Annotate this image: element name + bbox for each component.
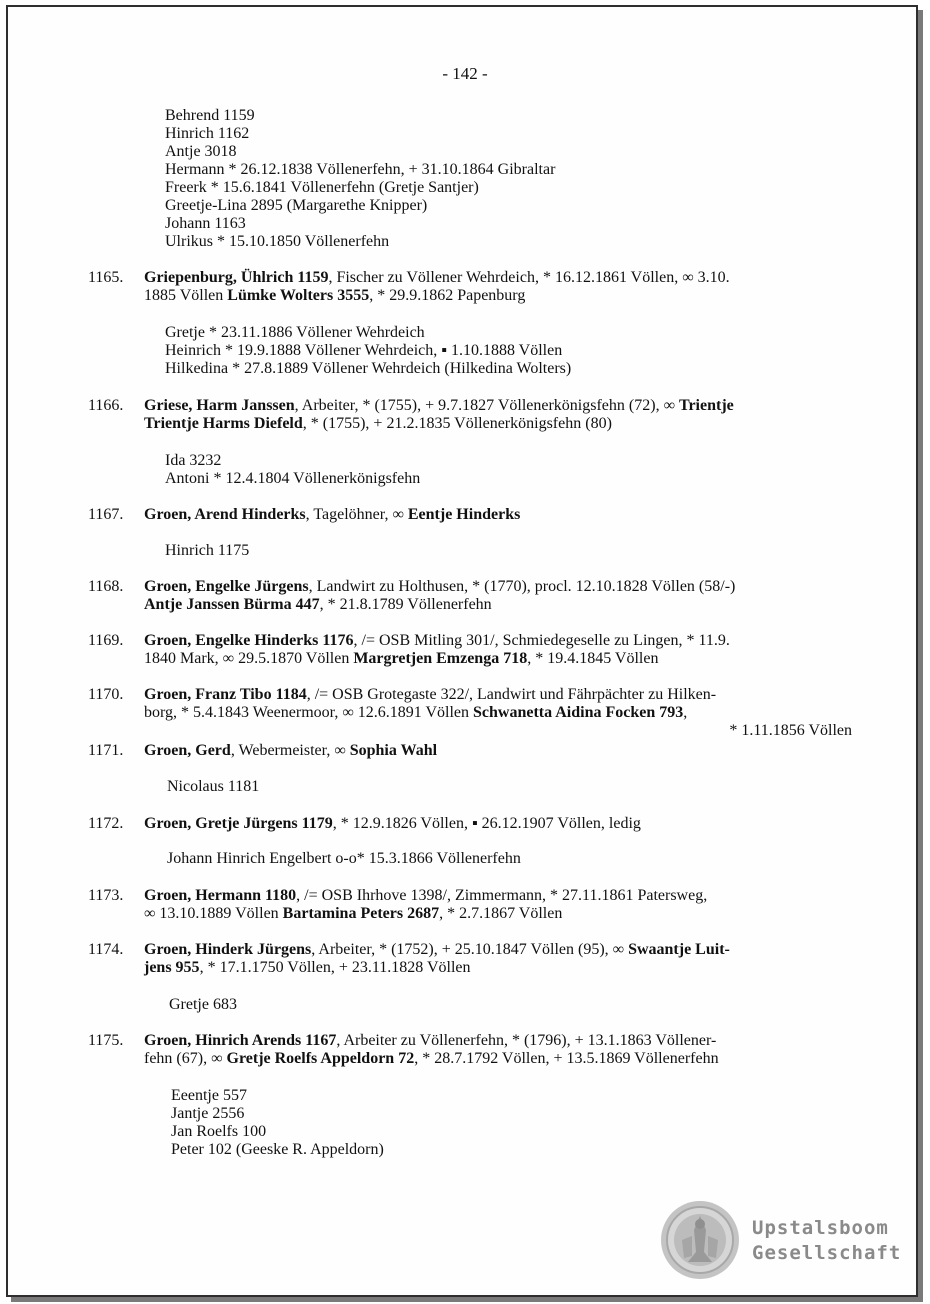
- children-list-1172: [167, 850, 521, 868]
- list-item: Peter 102 (Geeske R. Appeldorn): [171, 1141, 384, 1158]
- entry-detail: , Arbeiter zu Völlenerfehn, * (1796), + 13.1.1863 Völlener-: [336, 1032, 717, 1049]
- person-name: Griese, Harm Janssen: [144, 397, 295, 414]
- person-name: Trientje Harms Diefeld: [144, 415, 303, 432]
- person-name: Antje Janssen Bürma 447: [144, 596, 320, 613]
- entry-line: [144, 686, 852, 704]
- entry-number: 1171.: [88, 742, 124, 759]
- entry-detail: , /= OSB Mitling 301/, Schmiedegeselle zu Lingen, * 11.9.: [353, 632, 730, 649]
- entry-detail: , * 29.9.1862 Papenburg: [369, 287, 526, 304]
- entry-text: [144, 686, 852, 740]
- entry-number: 1170.: [88, 686, 124, 703]
- entry-line: [144, 632, 852, 650]
- entry-line: [144, 578, 852, 596]
- society-watermark: [752, 1216, 901, 1266]
- upstalsboom-seal-icon: [660, 1200, 740, 1280]
- entry-number: 1169.: [88, 632, 124, 649]
- entry-detail: , * 17.1.1750 Völlen, + 23.11.1828 Völlen: [199, 959, 471, 976]
- list-item: Antje 3018: [165, 143, 237, 160]
- entry-text: [144, 815, 852, 833]
- entry-number: 1165.: [88, 269, 124, 286]
- entry-text: [144, 578, 852, 614]
- list-item: Hinrich 1162: [165, 125, 250, 142]
- entry-number: 1174.: [88, 941, 124, 958]
- list-item: Antoni * 12.4.1804 Völlenerkönigsfehn: [165, 470, 421, 487]
- list-item: Hilkedina * 27.8.1889 Völlener Wehrdeich (Hilkedina Wolters): [165, 360, 572, 377]
- entry-line-right: * 1.11.1856 Völlen: [729, 722, 852, 739]
- list-item: Ida 3232: [165, 452, 222, 469]
- person-name: Margretjen Emzenga 718: [353, 650, 528, 667]
- entry-text: [144, 742, 852, 760]
- list-item: Jan Roelfs 100: [171, 1123, 267, 1140]
- list-item: Nicolaus 1181: [167, 778, 260, 795]
- person-name: Groen, Engelke Hinderks 1176: [144, 632, 354, 649]
- page-number: - 142 -: [442, 64, 488, 83]
- person-name: Lümke Wolters 3555: [227, 287, 370, 304]
- entry-line: [144, 397, 852, 415]
- children-list-1164: [165, 107, 555, 251]
- entry-detail: 1885 Völlen: [144, 287, 228, 304]
- list-item: Heinrich * 19.9.1888 Völlener Wehrdeich, ▪ 1.10.1888 Völlen: [165, 342, 563, 359]
- entry-line: [144, 959, 852, 977]
- entry-line: [144, 415, 852, 433]
- children-list-1166: [165, 452, 420, 488]
- person-name: Bartamina Peters 2687: [282, 905, 440, 922]
- entry-line: [144, 887, 852, 905]
- list-item: Behrend 1159: [165, 107, 255, 124]
- entry-text: [144, 887, 852, 923]
- list-item: Freerk * 15.6.1841 Völlenerfehn (Gretje Santjer): [165, 179, 479, 196]
- entry-number: 1175.: [88, 1032, 124, 1049]
- entry-line: [144, 596, 852, 614]
- entry-number: 1167.: [88, 506, 124, 523]
- entry-detail: , * 12.9.1826 Völlen, ▪ 26.12.1907 Völlen, ledig: [332, 815, 641, 832]
- entry-detail: , Tagelöhner, ∞: [305, 506, 408, 523]
- person-name: Groen, Gerd: [144, 742, 231, 759]
- society-line-1: Upstalsboom: [752, 1217, 889, 1239]
- entry-detail: 1840 Mark, ∞ 29.5.1870 Völlen: [144, 650, 354, 667]
- entry-number: 1168.: [88, 578, 124, 595]
- entry-line: [144, 1050, 852, 1068]
- person-name: Groen, Hermann 1180: [144, 887, 297, 904]
- entry-detail: , /= OSB Grotegaste 322/, Landwirt und Fährpächter zu Hilken-: [306, 686, 717, 703]
- entry-detail: , * 19.4.1845 Völlen: [527, 650, 659, 667]
- entry-detail: ∞ 13.10.1889 Völlen: [144, 905, 283, 922]
- entry-detail: , Landwirt zu Holthusen, * (1770), procl. 12.10.1828 Völlen (58/-): [308, 578, 736, 595]
- list-item: Gretje * 23.11.1886 Völlener Wehrdeich: [165, 324, 425, 341]
- list-item: Hinrich 1175: [165, 542, 250, 559]
- person-name: Griepenburg, Ühlrich 1159: [144, 269, 329, 286]
- entry-text: [144, 1032, 852, 1068]
- person-name: Sophia Wahl: [349, 742, 438, 759]
- entry-line: [144, 905, 852, 923]
- list-item: Gretje 683: [169, 996, 237, 1013]
- entry-line: [144, 1032, 852, 1050]
- entry-text: [144, 269, 852, 305]
- children-list-1167: [165, 542, 249, 560]
- entry-detail: , Arbeiter, * (1752), + 25.10.1847 Völlen (95), ∞: [311, 941, 629, 958]
- entry-detail: ,: [683, 704, 688, 721]
- entry-line: [144, 269, 852, 287]
- person-name: Eentje Hinderks: [407, 506, 521, 523]
- entry-text: [144, 506, 852, 524]
- person-name: Groen, Gretje Jürgens 1179: [144, 815, 333, 832]
- children-list-1171: [167, 778, 259, 796]
- entry-number: 1166.: [88, 397, 124, 414]
- person-name: Groen, Hinrich Arends 1167: [144, 1032, 337, 1049]
- person-name: Trientje: [678, 397, 734, 414]
- person-name: Gretje Roelfs Appeldorn 72: [226, 1050, 415, 1067]
- person-name: Groen, Hinderk Jürgens: [144, 941, 312, 958]
- person-name: Schwanetta Aidina Focken 793: [473, 704, 684, 721]
- person-name: Swaantje Luit-: [628, 941, 730, 958]
- children-list-1175: [171, 1087, 384, 1159]
- list-item: Eeentje 557: [171, 1087, 247, 1104]
- entry-detail: , * 21.8.1789 Völlenerfehn: [319, 596, 492, 613]
- list-item: Jantje 2556: [171, 1105, 245, 1122]
- entry-detail: fehn (67), ∞: [144, 1050, 227, 1067]
- entry-number: 1172.: [88, 815, 124, 832]
- entry-line: [144, 941, 852, 959]
- list-item: Johann 1163: [165, 215, 246, 232]
- entry-line: [144, 704, 852, 722]
- children-list-1174: [169, 996, 237, 1014]
- entry-line: [144, 287, 852, 305]
- entry-detail: , * (1755), + 21.2.1835 Völlenerkönigsfehn (80): [302, 415, 612, 432]
- entry-detail: , * 28.7.1792 Völlen, + 13.5.1869 Völlenerfehn: [414, 1050, 719, 1067]
- entry-number: 1173.: [88, 887, 124, 904]
- entry-line: [144, 815, 852, 833]
- entry-detail: , Webermeister, ∞: [230, 742, 350, 759]
- list-item: Greetje-Lina 2895 (Margarethe Knipper): [165, 197, 428, 214]
- entry-text: [144, 397, 852, 433]
- society-line-2: Gesellschaft: [752, 1242, 902, 1264]
- entry-detail: , /= OSB Ihrhove 1398/, Zimmermann, * 27.11.1861 Patersweg,: [296, 887, 708, 904]
- list-item: Johann Hinrich Engelbert o-o* 15.3.1866 Völlenerfehn: [167, 850, 521, 867]
- entry-detail: , Fischer zu Völlener Wehrdeich, * 16.12.1861 Völlen, ∞ 3.10.: [328, 269, 730, 286]
- entry-text: [144, 941, 852, 977]
- entry-detail: , Arbeiter, * (1755), + 9.7.1827 Völlenerkönigsfehn (72), ∞: [294, 397, 679, 414]
- person-name: Groen, Franz Tibo 1184: [144, 686, 307, 703]
- entry-line: [144, 742, 852, 760]
- entry-detail: , * 2.7.1867 Völlen: [439, 905, 563, 922]
- person-name: Groen, Engelke Jürgens: [144, 578, 309, 595]
- person-name: Groen, Arend Hinderks: [144, 506, 306, 523]
- list-item: Hermann * 26.12.1838 Völlenerfehn, + 31.10.1864 Gibraltar: [165, 161, 556, 178]
- list-item: Ulrikus * 15.10.1850 Völlenerfehn: [165, 233, 390, 250]
- entry-line: [144, 650, 852, 668]
- entry-line: [144, 506, 852, 524]
- entry-text: [144, 632, 852, 668]
- children-list-1165: [165, 324, 571, 378]
- entry-detail: borg, * 5.4.1843 Weenermoor, ∞ 12.6.1891 Völlen: [144, 704, 473, 721]
- person-name: jens 955: [144, 959, 200, 976]
